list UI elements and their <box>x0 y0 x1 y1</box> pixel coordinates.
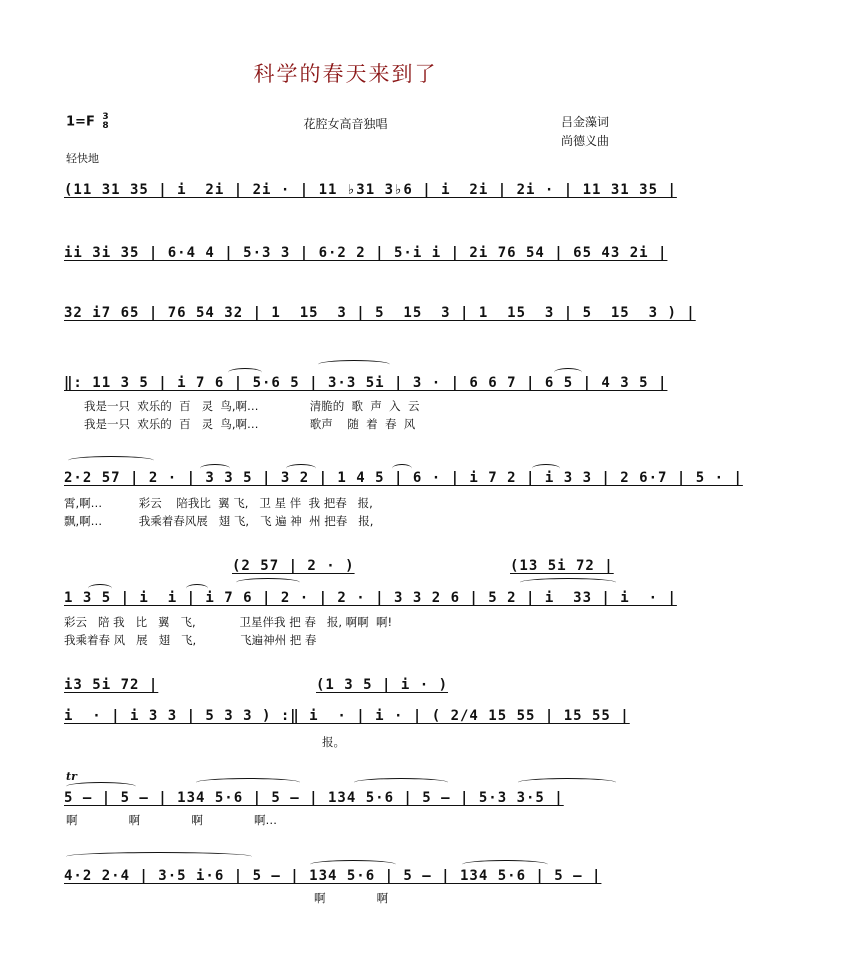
score-line-7-upper-mid: (1 3 5 | i · ) <box>316 677 449 693</box>
score-line-6-upper-left: (2 57 | 2 · ) <box>232 558 355 574</box>
lyric-line-4-verse-2: 我是一只 欢乐的 百 灵 鸟,啊… 歌声 随 着 春 风 <box>84 417 416 431</box>
slur <box>354 778 448 787</box>
lyric-line-4-verse-1: 我是一只 欢乐的 百 灵 鸟,啊… 清脆的 歌 声 入 云 <box>84 399 420 413</box>
score-line-7-upper-left: i3 5i 72 | <box>64 677 159 693</box>
slur <box>68 456 154 465</box>
composer-credit: 尚德义曲 <box>560 134 609 148</box>
score-line-1: (11 31 35 | i 2i | 2i · | 11 ♭31 3♭6 | i 2i | 2i · | 11 31 35 | <box>64 182 677 198</box>
lyric-line-7: 报。 <box>322 735 345 749</box>
slur <box>196 778 300 787</box>
score-line-4: ‖: 11 3 5 | i 7 6 | 5·6 5 | 3·3 5i | 3 · | 6 6 7 | 6 5 | 4 3 5 | <box>64 375 668 391</box>
lyric-line-5-verse-2: 飘,啊… 我乘着春风展 翅 飞, 飞 遍 神 州 把春 报, <box>64 514 374 528</box>
score-line-6-upper-right: (13 5i 72 | <box>510 558 614 574</box>
score-line-2: ii 3i 35 | 6·4 4 | 5·3 3 | 6·2 2 | 5·i i | 2i 76 54 | 65 43 2i | <box>64 245 668 261</box>
time-signature-top: 3 <box>102 112 109 122</box>
lyricist-credit: 吕金藻词 <box>560 115 609 129</box>
score-line-9: 4·2 2·4 | 3·5 i·6 | 5 – | 134 5·6 | 5 – | 134 5·6 | 5 – | <box>64 868 602 884</box>
key-label: 1=F <box>66 114 95 130</box>
time-signature-bottom: 8 <box>102 121 109 131</box>
slur <box>520 578 616 587</box>
score-line-8: 5 – | 5 – | 134 5·6 | 5 – | 134 5·6 | 5 – | 5·3 3·5 | <box>64 790 564 806</box>
slur <box>518 778 616 787</box>
lyric-line-8: 啊 啊 啊 啊… <box>66 813 278 827</box>
lyric-line-6-verse-2: 我乘着春 风 展 翅 飞, 飞遍神州 把 春 <box>64 633 317 647</box>
performance-note: 花腔女高音独唱 <box>303 117 388 131</box>
trill-marking: tr <box>66 770 77 783</box>
score-line-7: i · | i 3 3 | 5 3 3 ) :‖ i · | i · | ( 2/4 15 55 | 15 55 | <box>64 708 630 724</box>
song-title: 科学的春天来到了 <box>253 62 438 86</box>
slur <box>66 852 252 861</box>
lyric-line-6-verse-1: 彩云 陪 我 比 翼 飞, 卫星伴我 把 春 报, 啊啊 啊! <box>64 615 393 629</box>
lyric-line-5-verse-1: 霄,啊… 彩云 陪我比 翼 飞, 卫 星 伴 我 把春 报, <box>64 496 373 510</box>
score-line-6: 1 3 5 | i i | i 7 6 | 2 · | 2 · | 3 3 2 6 | 5 2 | i 33 | i · | <box>64 590 677 606</box>
score-line-5: 2·2 57 | 2 · | 3 3 5 | 3 2 | 1 4 5 | 6 · | i 7 2 | i 3 3 | 2 6·7 | 5 · | <box>64 470 743 486</box>
tempo-marking: 轻快地 <box>66 152 99 165</box>
lyric-line-9: 啊 啊 <box>314 891 389 905</box>
slur <box>318 360 390 369</box>
score-line-3: 32 i7 65 | 76 54 32 | 1 15 3 | 5 15 3 | 1 15 3 | 5 15 3 ) | <box>64 305 696 321</box>
slur <box>236 578 300 587</box>
